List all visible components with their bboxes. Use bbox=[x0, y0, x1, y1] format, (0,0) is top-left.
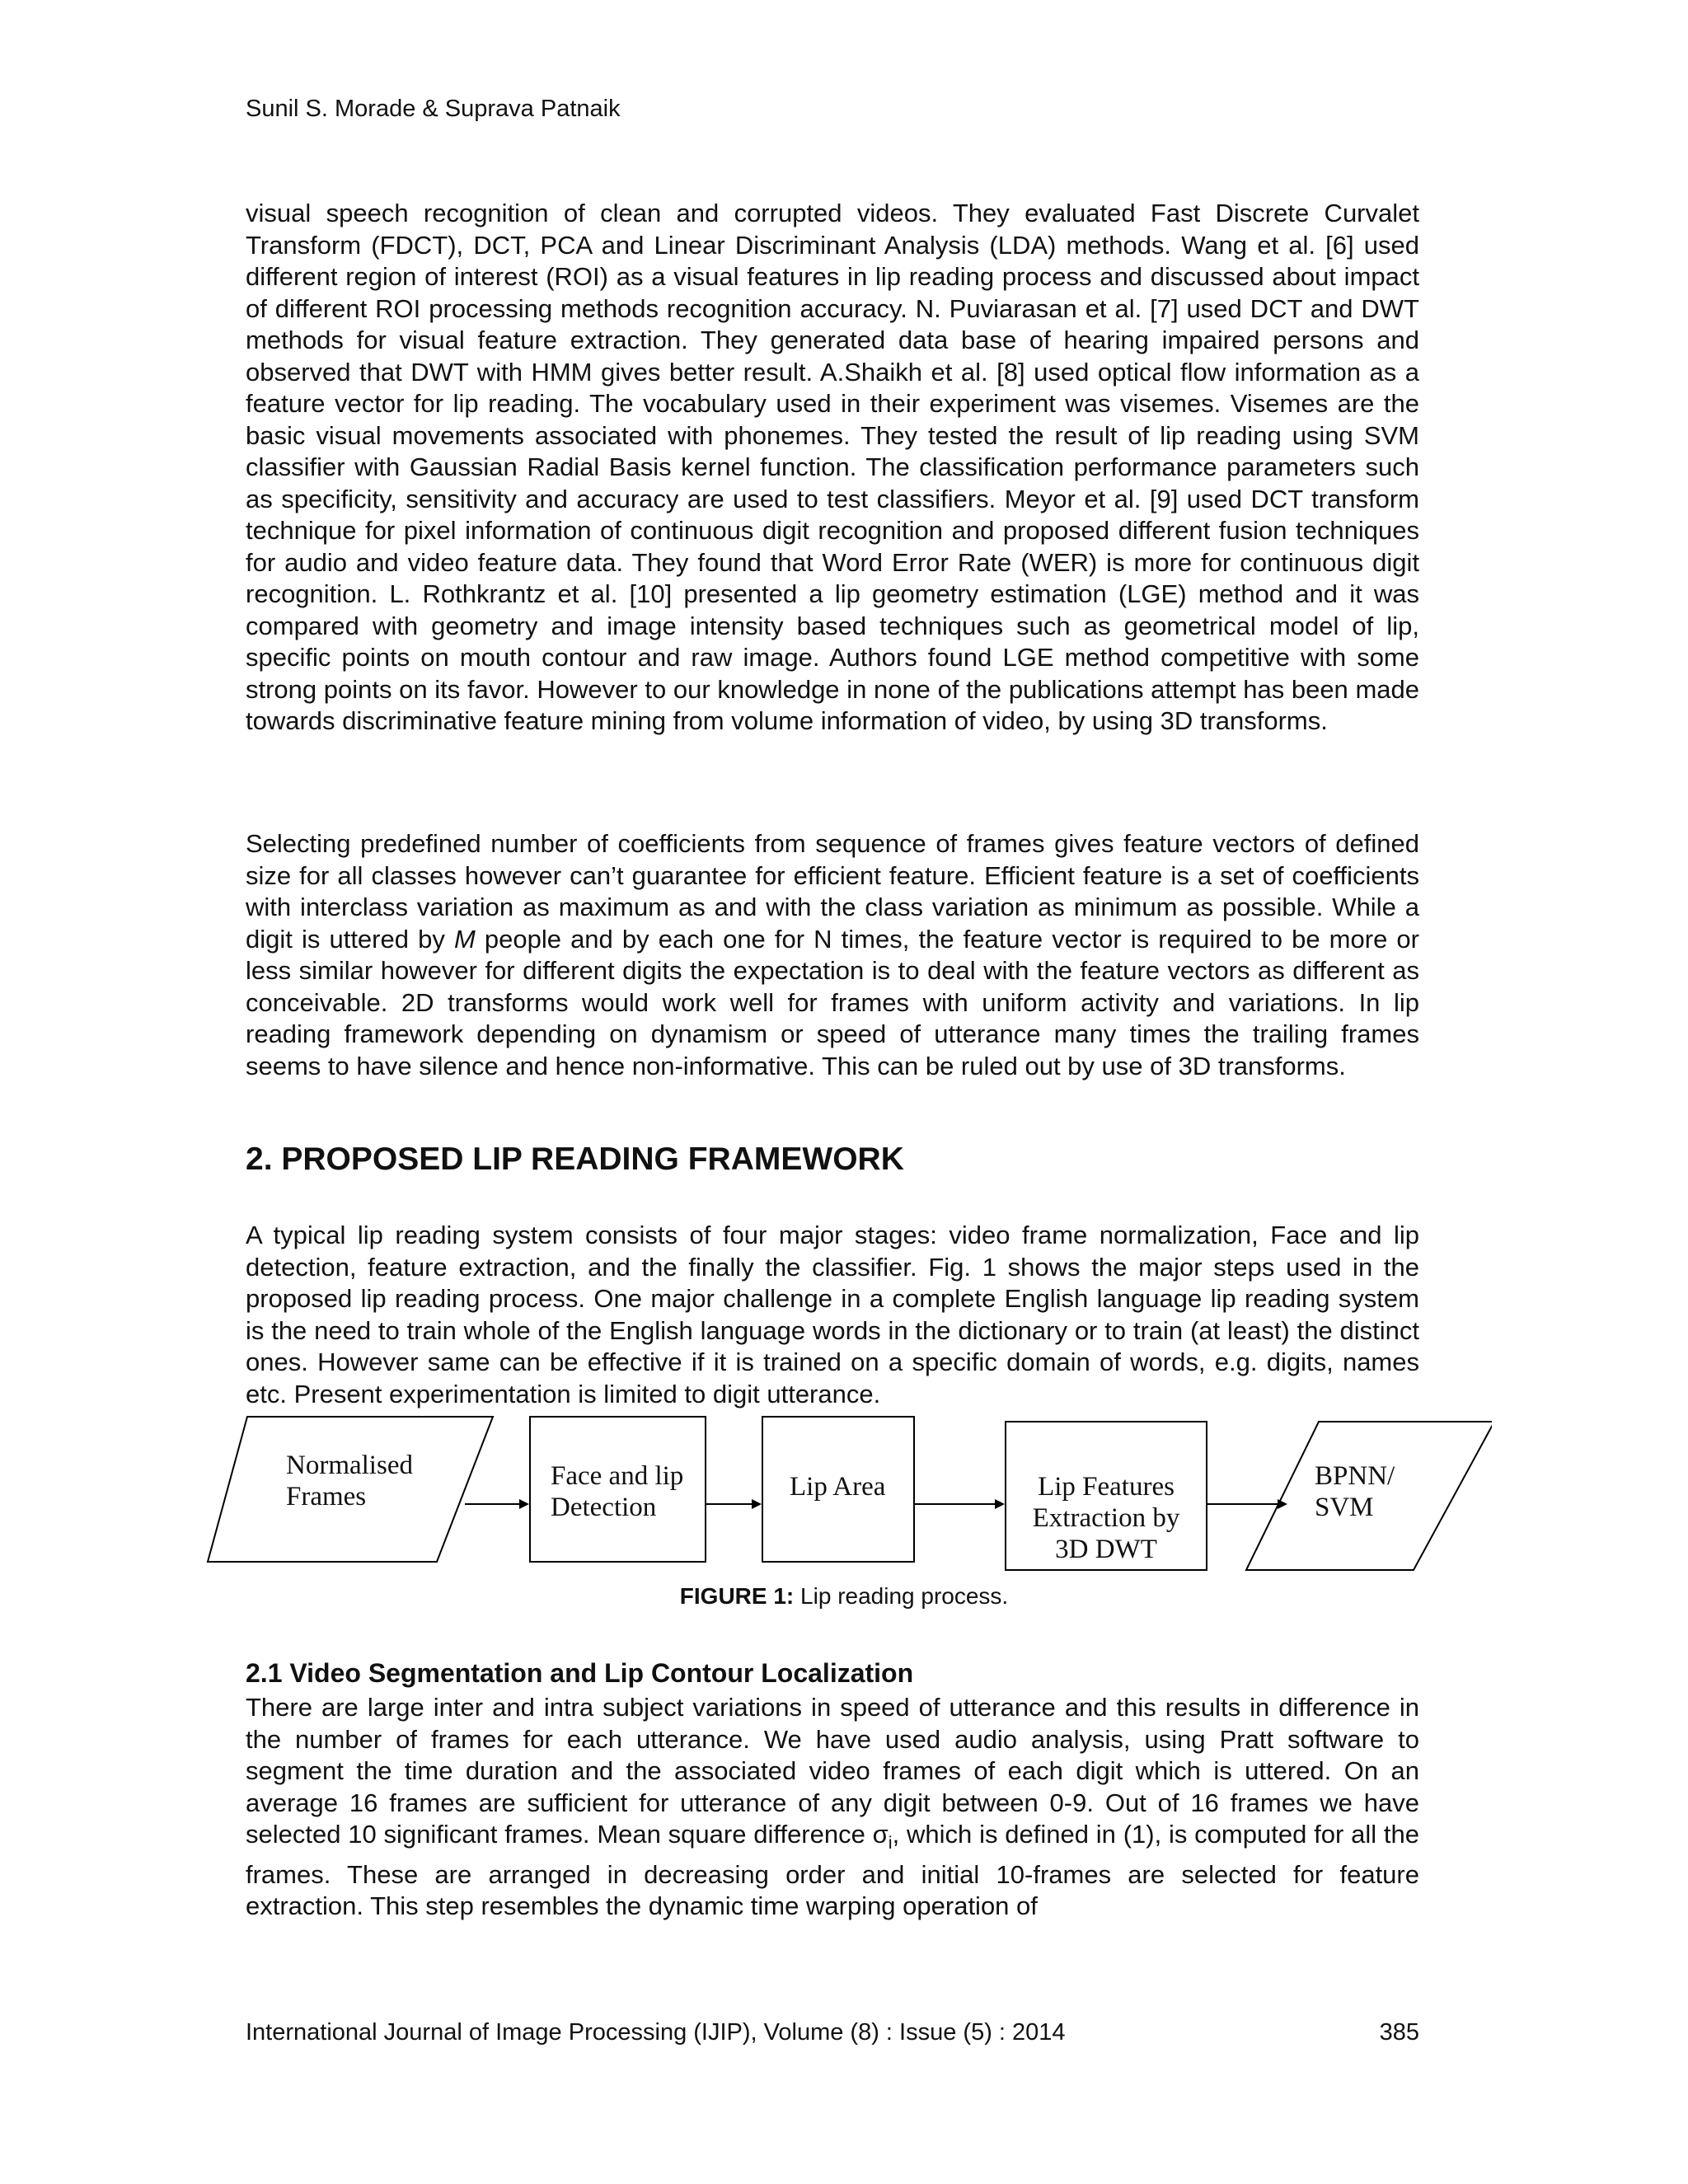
footer-page-number: 385 bbox=[1379, 2019, 1419, 2046]
paragraph-video-segmentation bbox=[246, 1692, 1419, 1923]
paragraph-text: , which is defined in (1), is computed for all the frames. These are arranged in decreasing order and initial 10-frames are selected for feature extraction. This step resembles the dynamic time warping operation of bbox=[246, 1820, 1419, 1921]
paragraph-related-work: visual speech recognition of clean and corrupted videos. They evaluated Fast Discrete Curvalet Transform (FDCT), DCT, PCA and Linear Discriminant Analysis (LDA) methods. Wang et al. [6] used different region of interest (ROI) as a visual features in lip reading process and discussed about impact of different ROI processing methods recognition accuracy. N. Puviarasan et al. [7] used DCT and DWT methods for visual feature extraction. They generated data base of hearing impaired persons and observed that DWT with HMM gives better result. A.Shaikh et al. [8] used optical flow information as a feature vector for lip reading. The vocabulary used in their experiment was visemes. Visemes are the basic visual movements associated with phonemes. They tested the result of lip reading using SVM classifier with Gaussian Radial Basis kernel function. The classification performance parameters such as specificity, sensitivity and accuracy are used to test classifiers. Meyor et al. [9] used DCT transform technique for pixel information of continuous digit recognition and proposed different fusion techniques for audio and video feature data. They found that Word Error Rate (WER) is more for continuous digit recognition. L. Rothkrantz et al. [10] presented a lip geometry estimation (LGE) method and it was compared with geometry and image intensity based techniques such as geometrical model of lip, specific points on mouth contour and raw image. Authors found LGE method competitive with some strong points on its favor. However to our knowledge in none of the publications attempt has been made towards discriminative feature mining from volume information of video, by using 3D transforms. bbox=[246, 199, 1419, 735]
lip-features-label: Lip Features Extraction by 3D DWT bbox=[1032, 1472, 1180, 1564]
page-footer bbox=[246, 2019, 1419, 2046]
paragraph-text: There are large inter and intra subject variations in speed of utterance and this results in difference in the number of frames for each utterance. We have used audio analysis, using Pratt software to segment the time duration and the associated video frames of each digit which is uttered. On an average 16 frames are sufficient for utterance of any digit between 0-9. Out of 16 frames we have selected 10 significant frames. Mean square difference σ bbox=[246, 1693, 1419, 1849]
figure-caption-text: Lip reading process. bbox=[794, 1583, 1009, 1609]
figure-lip-reading-flowchart bbox=[198, 1397, 1492, 1595]
running-head-authors: Sunil S. Morade & Suprava Patnaik bbox=[246, 96, 621, 122]
paragraph-feature-selection bbox=[246, 828, 1419, 1082]
italic-variable-m: M bbox=[453, 924, 476, 954]
figure-caption-label: FIGURE 1: bbox=[679, 1583, 795, 1609]
section-heading: 2. PROPOSED LIP READING FRAMEWORK bbox=[246, 1141, 904, 1177]
normalised-frames-label: Normalised Frames bbox=[286, 1451, 413, 1511]
face-lip-detection-label: Face and lip Detection bbox=[551, 1461, 684, 1522]
subscript-i: i bbox=[888, 1832, 893, 1854]
paragraph-text: Selecting predefined number of coefficients from sequence of frames gives feature vectors of defined size for all classes however can’t guarantee for efficient feature. Efficient feature is a set of coefficients with interclass variation as maximum as and with the class variation as minimum as possible. While a digit is uttered by bbox=[246, 829, 1419, 954]
paragraph-framework-intro: A typical lip reading system consists of four major stages: video frame normalization, Face and lip detection, feature extraction, and the finally the classifier. Fig. 1 shows the major steps used in the proposed lip reading process. One major challenge in a complete English language lip reading system is the need to train whole of the English language words in the dictionary or to train (at least) the distinct ones. However same can be effective if it is trained on a specific domain of words, e.g. digits, names etc. Present experimentation is limited to digit utterance. bbox=[246, 1221, 1419, 1408]
lip-area-label: Lip Area bbox=[790, 1472, 886, 1502]
figure-caption bbox=[0, 1583, 1688, 1610]
paragraph-text: people and by each one for N times, the feature vector is required to be more or less similar however for different digits the expectation is to deal with the feature vectors as different as conceivable. 2D transforms would work well for frames with uniform activity and variations. In lip reading framework depending on dynamism or speed of utterance many times the trailing frames seems to have silence and hence non-informative. This can be ruled out by use of 3D transforms. bbox=[246, 924, 1419, 1080]
subsection-heading: 2.1 Video Segmentation and Lip Contour Localization bbox=[246, 1658, 914, 1688]
classifier-label: BPNN/ SVM bbox=[1315, 1461, 1395, 1522]
footer-journal: International Journal of Image Processing (IJIP), Volume (8) : Issue (5) : 2014 bbox=[246, 2019, 1066, 2046]
